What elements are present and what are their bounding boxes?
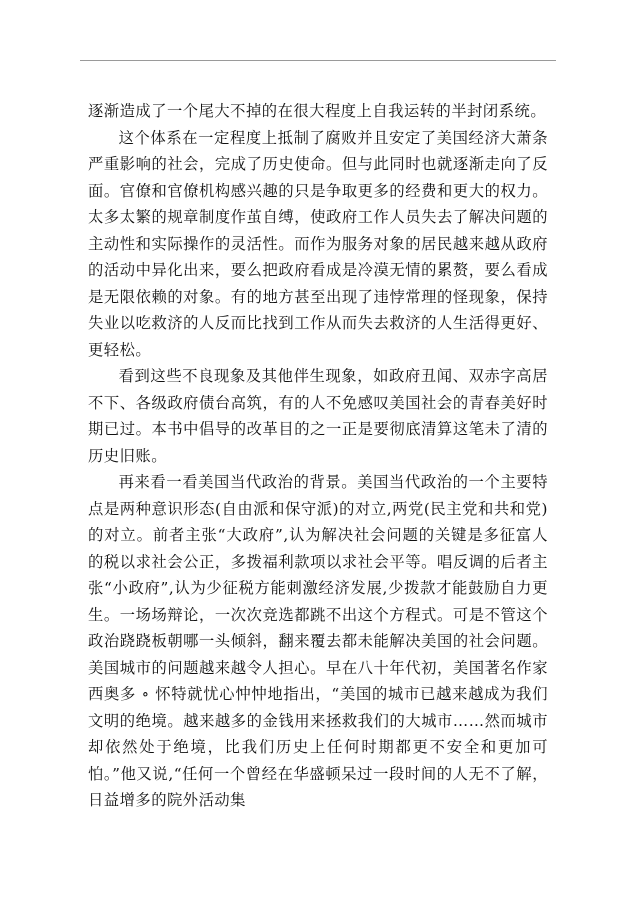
paragraph: 这个体系在一定程度上抵制了腐败并且安定了美国经济大萧条严重影响的社会，完成了历史使命。但与此同时也就逐渐走向了反面。官僚和官僚机构感兴趣的只是争取更多的经费和更大的权力。太多太繁的规章制度作茧自缚，使政府工作人员失去了解决问题的主动性和实际操作的灵活性。而作为服务对象的居民越来越从政府的活动中异化出来，要么把政府看成是冷漠无情的累赘，要么看成是无限依赖的对象。有的地方甚至出现了违悖常理的怪现象，保持失业以吃救济的人反而比找到工作从而失去救济的人生活得更好、更轻松。 [88,128,548,359]
header-rule [80,60,556,61]
page-body [88,98,548,814]
paragraph-continued: 逐渐造成了一个尾大不掉的在很大程度上自我运转的半封闭系统。 [88,102,547,120]
paragraph: 再来看一看美国当代政治的背景。美国当代政治的一个主要特点是两种意识形态(自由派和保守派)的对立,两党(民主党和共和党)的对立。前者主张“大政府”,认为解决社会问题的关键是多征富人的税以求社会公正，多拨福利款项以求社会平等。唱反调的后者主张“小政府”,认为少征税方能刺激经济发展,少拨款才能鼓励自力更生。一场场辩论，一次次竞选都跳不出这个方程式。可是不管这个政治跷跷板朝哪一头倾斜，翻来覆去都未能解决美国的社会问题。美国城市的问题越来越令人担心。早在八十年代初，美国著名作家西奥多 ∘ 怀特就忧心忡忡地指出，“美国的城市已越来越成为我们文明的绝境。越来越多的金钱用来拯救我们的大城市……然而城市却依然处于绝境，比我们历史上任何时期都更不安全和更加可怕。”他又说,“任何一个曾经在华盛顿呆过一段时间的人无不了解，日益增多的院外活动集 [88,473,548,809]
paragraph: 看到这些不良现象及其他伴生现象，如政府丑闻、双赤字高居不下、各级政府债台高筑，有的人不免感叹美国社会的青春美好时期已过。本书中倡导的改革目的之一正是要彻底清算这笔未了清的历史旧账。 [88,367,548,465]
